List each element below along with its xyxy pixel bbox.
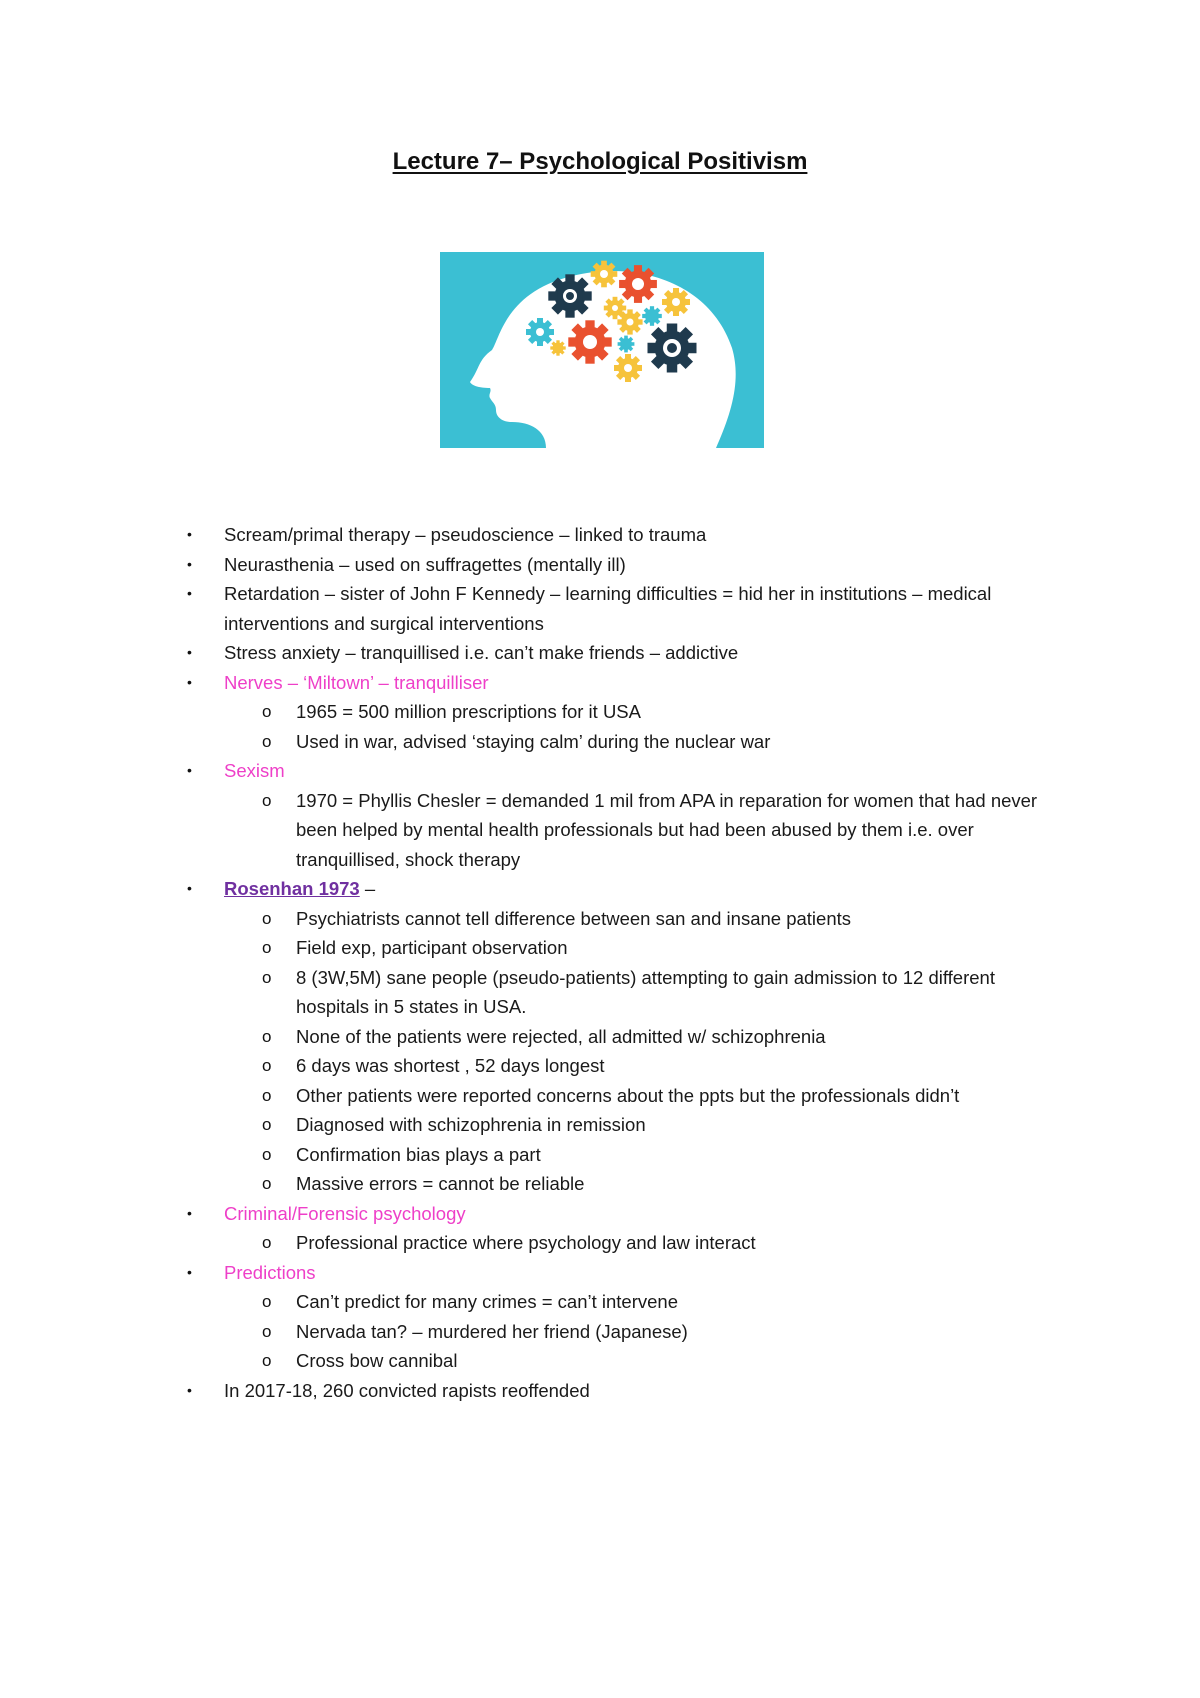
list-item — [0, 638, 1200, 668]
item-text: Nervada tan? – murdered her friend (Japanese) — [296, 1320, 688, 1342]
sub-list-item — [0, 904, 1200, 934]
item-heading: Sexism — [224, 760, 285, 781]
sub-bullet-icon: o — [262, 1292, 272, 1311]
bullet-icon: • — [187, 644, 192, 660]
sub-list-item — [0, 1228, 1200, 1258]
bullet-icon: • — [187, 880, 192, 896]
sub-list-item — [0, 1169, 1200, 1199]
sub-bullet-icon: o — [262, 1144, 272, 1164]
bullet-icon: • — [187, 1263, 192, 1280]
item-text: Diagnosed with schizophrenia in remission — [296, 1114, 646, 1135]
item-text: Can’t predict for many crimes = can’t intervene — [296, 1291, 678, 1312]
item-heading: Predictions — [224, 1261, 316, 1283]
sub-list-item — [0, 1110, 1200, 1140]
sub-list-item — [0, 1287, 1200, 1317]
list-item — [0, 520, 1200, 550]
item-text: Professional practice where psychology and law interact — [296, 1232, 756, 1253]
list-item — [0, 756, 1200, 786]
bullet-icon: • — [187, 585, 192, 601]
sub-bullet-icon: o — [262, 1056, 272, 1075]
list-item — [0, 874, 1200, 904]
bullet-icon: • — [187, 1204, 192, 1221]
item-text: 1970 = Phyllis Chesler = demanded 1 mil from APA in reparation for women that had never been helped by mental health professionals but had been abused by them i.e. over tranquillised, shock therapy — [296, 789, 1038, 870]
notes-list — [0, 520, 1200, 1405]
sub-bullet-icon: o — [262, 1115, 272, 1134]
list-item — [0, 579, 1200, 638]
bullet-icon: • — [187, 673, 192, 690]
sub-list-item — [0, 1022, 1200, 1052]
list-item — [0, 1376, 1200, 1406]
item-heading: Nerves – ‘Miltown’ – tranquilliser — [224, 671, 489, 693]
sub-bullet-icon: o — [262, 908, 272, 928]
item-text: None of the patients were rejected, all admitted w/ schizophrenia — [296, 1025, 826, 1047]
item-text: Used in war, advised ‘staying calm’ during the nuclear war — [296, 730, 771, 752]
item-text: 8 (3W,5M) sane people (pseudo-patients) attempting to gain admission to 12 different hospitals in 5 states in USA. — [296, 966, 995, 1017]
sub-list-item — [0, 727, 1200, 757]
bullet-icon: • — [187, 1381, 192, 1398]
sub-bullet-icon: o — [262, 1174, 272, 1193]
sub-bullet-icon: o — [262, 967, 272, 987]
rosenhan-link[interactable]: Rosenhan 1973 — [224, 878, 360, 899]
sub-list-item — [0, 1081, 1200, 1111]
sub-bullet-icon: o — [262, 1351, 272, 1370]
sub-bullet-icon: o — [262, 790, 272, 810]
sub-bullet-icon: o — [262, 938, 272, 957]
head-with-gears-icon — [440, 252, 764, 448]
sub-bullet-icon: o — [262, 1026, 272, 1046]
sub-bullet-icon: o — [262, 1085, 272, 1105]
list-item — [0, 1199, 1200, 1229]
item-text: Massive errors = cannot be reliable — [296, 1173, 585, 1194]
item-text: In 2017-18, 260 convicted rapists reoffended — [224, 1379, 590, 1401]
sub-list-item — [0, 1140, 1200, 1170]
sub-list-item — [0, 697, 1200, 727]
item-text: Neurasthenia – used on suffragettes (mentally ill) — [224, 553, 626, 575]
item-text: Retardation – sister of John F Kennedy – learning difficulties = hid her in institutions – medical interventions and surgical interventions — [224, 583, 992, 634]
list-item — [0, 550, 1200, 580]
item-text: – — [359, 878, 376, 899]
list-item — [0, 1258, 1200, 1288]
sub-bullet-icon: o — [262, 1233, 272, 1252]
item-text: Psychiatrists cannot tell difference between san and insane patients — [296, 907, 851, 929]
page-title: Lecture 7– Psychological Positivism — [392, 148, 808, 175]
item-text: Scream/primal therapy – pseudoscience – linked to trauma — [224, 524, 707, 545]
sub-list-item — [0, 1317, 1200, 1347]
sub-bullet-icon: o — [262, 731, 272, 751]
bullet-icon: • — [187, 762, 192, 778]
item-heading: Criminal/Forensic psychology — [224, 1202, 466, 1224]
item-text: 6 days was shortest , 52 days longest — [296, 1055, 605, 1076]
item-text: Confirmation bias plays a part — [296, 1143, 541, 1165]
sub-bullet-icon: o — [262, 702, 272, 721]
item-text: 1965 = 500 million prescriptions for it USA — [296, 701, 641, 722]
item-text: Cross bow cannibal — [296, 1350, 458, 1371]
sub-bullet-icon: o — [262, 1321, 272, 1341]
sub-list-item — [0, 786, 1200, 875]
bullet-icon: • — [187, 526, 192, 542]
sub-list-item — [0, 963, 1200, 1022]
bullet-icon: • — [187, 555, 192, 572]
item-text: Other patients were reported concerns about the ppts but the professionals didn’t — [296, 1084, 960, 1106]
list-item — [0, 668, 1200, 698]
sub-list-item — [0, 933, 1200, 963]
sub-list-item — [0, 1051, 1200, 1081]
item-text: Field exp, participant observation — [296, 937, 568, 958]
item-text: Stress anxiety – tranquillised i.e. can’t make friends – addictive — [224, 642, 739, 663]
sub-list-item — [0, 1346, 1200, 1376]
